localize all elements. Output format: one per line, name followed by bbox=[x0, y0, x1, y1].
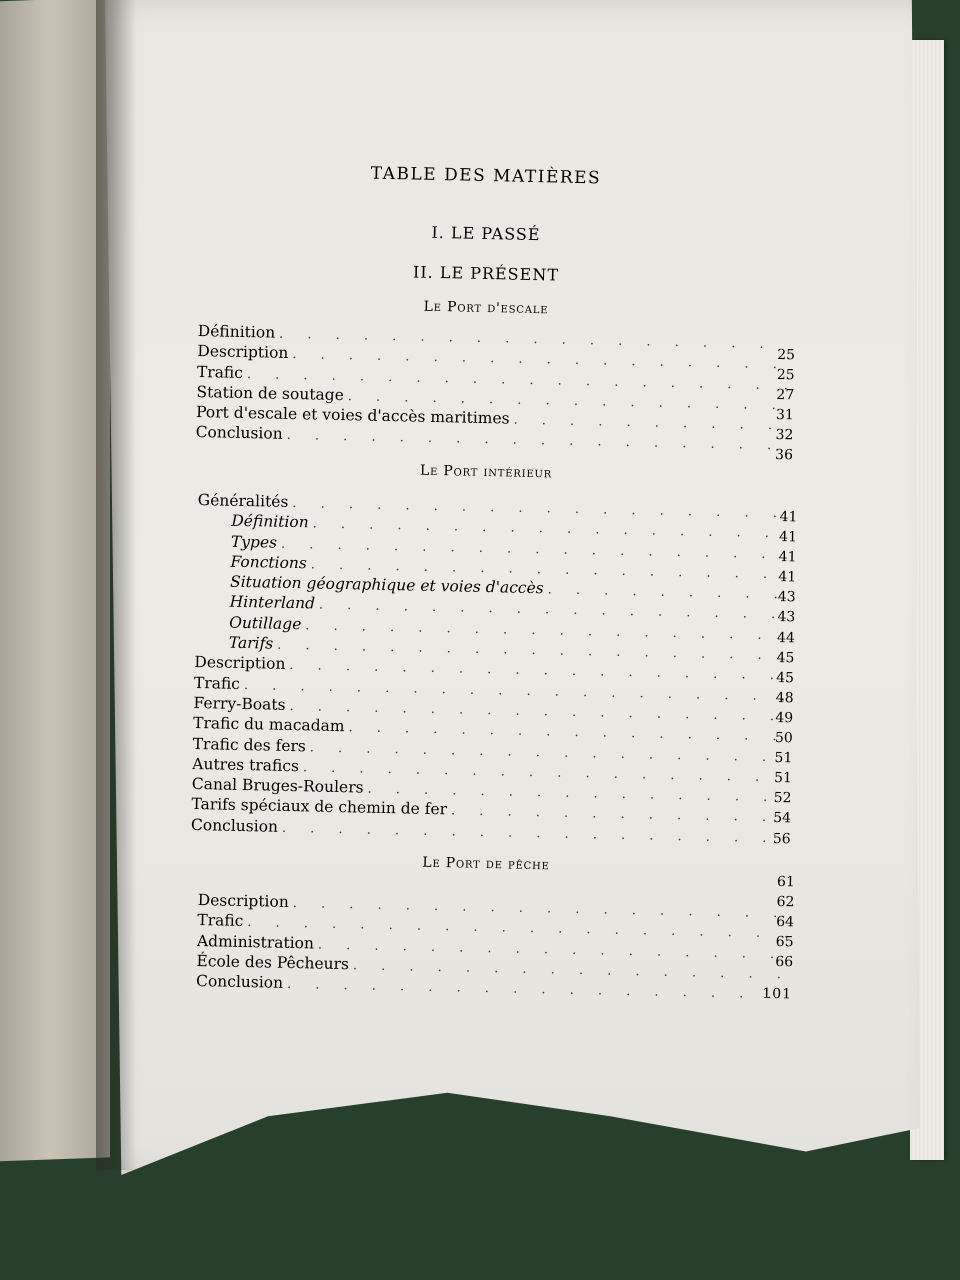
toc-entry-label: Tarifs spéciaux de chemin de fer bbox=[191, 795, 448, 819]
page-number: 41 bbox=[778, 529, 798, 546]
page-number: 41 bbox=[778, 569, 797, 586]
toc-entry-label: Conclusion bbox=[195, 972, 284, 992]
part-title-passe: I. LE PASSÉ bbox=[431, 222, 541, 245]
page-number: 56 bbox=[772, 830, 791, 847]
toc-entry-label: Description bbox=[197, 342, 289, 363]
toc-entry-label: Types bbox=[230, 532, 278, 552]
toc-entry-label: Port d'escale et voies d'accès maritimes bbox=[195, 403, 510, 428]
toc-entry-label: Situation géographique et voies d'accès bbox=[229, 572, 544, 598]
toc-list-port-escale bbox=[195, 321, 787, 455]
toc-entry-label: Généralités bbox=[197, 490, 289, 511]
toc-entry-label: Autres trafics bbox=[192, 754, 300, 776]
page-number: 43 bbox=[777, 609, 796, 626]
page-number: 41 bbox=[779, 509, 798, 526]
toc-entry-label: Définition bbox=[231, 512, 309, 532]
page-number: 65 bbox=[775, 934, 794, 951]
page-number: 52 bbox=[773, 790, 792, 807]
toc-entry-label: Trafic bbox=[197, 911, 244, 931]
page-number: 25 bbox=[777, 346, 796, 364]
folio-page-number: 101 bbox=[762, 985, 793, 1003]
page-number: 51 bbox=[773, 770, 793, 787]
section-title-port-peche: Le Port de pêche bbox=[422, 854, 550, 874]
page-number: 50 bbox=[774, 730, 793, 747]
page-number: 32 bbox=[775, 427, 794, 444]
toc-entry-label: Outillage bbox=[229, 613, 302, 633]
page-number: 61 bbox=[776, 873, 796, 891]
part-title-present: II. LE PRÉSENT bbox=[412, 262, 560, 285]
spine-shadow bbox=[96, 0, 136, 1170]
page-number: 62 bbox=[776, 894, 795, 911]
toc-list-port-peche bbox=[196, 890, 788, 1004]
toc-entry-label: Ferry-Boats bbox=[193, 693, 286, 714]
toc-entry-label: Canal Bruges-Roulers bbox=[191, 775, 364, 797]
page-number: 45 bbox=[776, 669, 795, 687]
page-number: 45 bbox=[776, 649, 795, 667]
page-number: 51 bbox=[774, 750, 793, 767]
toc-entry-label: Trafic du macadam bbox=[192, 714, 345, 736]
toc-entry-label: Définition bbox=[197, 321, 276, 342]
toc-entry-label: Station de soutage bbox=[196, 382, 345, 404]
page-number: 64 bbox=[776, 914, 795, 931]
toc-entry-label: École des Pêcheurs bbox=[196, 951, 350, 974]
page-number: 27 bbox=[776, 387, 795, 404]
page-numbers-port-escale bbox=[759, 345, 796, 466]
page-numbers-port-interieur bbox=[756, 507, 797, 849]
page-number: 36 bbox=[774, 447, 794, 464]
toc-entry-label: Description bbox=[197, 890, 289, 911]
section-title-port-interieur: Le Port intérieur bbox=[419, 462, 553, 482]
toc-entry-label: Conclusion bbox=[190, 815, 279, 836]
page-number: 66 bbox=[775, 954, 794, 971]
page-number: 49 bbox=[775, 709, 794, 727]
section-title-port-escale: Le Port d'escale bbox=[423, 298, 549, 318]
page-number: 44 bbox=[776, 629, 796, 646]
toc-entry-label: Conclusion bbox=[195, 423, 283, 444]
toc-entry-label: Administration bbox=[196, 931, 315, 953]
page-number: 41 bbox=[778, 549, 797, 566]
toc-entry-label: Trafic des fers bbox=[192, 734, 307, 755]
toc-entry-label: Hinterland bbox=[229, 593, 316, 613]
page-number: 31 bbox=[775, 407, 794, 424]
page-number: 54 bbox=[773, 810, 792, 827]
toc-entry-label: Trafic bbox=[196, 362, 244, 382]
toc-entry-label: Tarifs bbox=[228, 633, 274, 653]
toc-title: TABLE DES MATIÈRES bbox=[370, 163, 602, 189]
left-page-edge bbox=[0, 0, 110, 1163]
page-number: 25 bbox=[776, 367, 795, 384]
page-number: 43 bbox=[777, 589, 796, 606]
page-numbers-port-peche bbox=[759, 872, 795, 973]
toc-entry-label: Fonctions bbox=[230, 552, 308, 573]
toc-entry-label: Trafic bbox=[193, 673, 241, 693]
page-number: 48 bbox=[775, 689, 794, 707]
toc-entry-label: Description bbox=[194, 653, 286, 674]
